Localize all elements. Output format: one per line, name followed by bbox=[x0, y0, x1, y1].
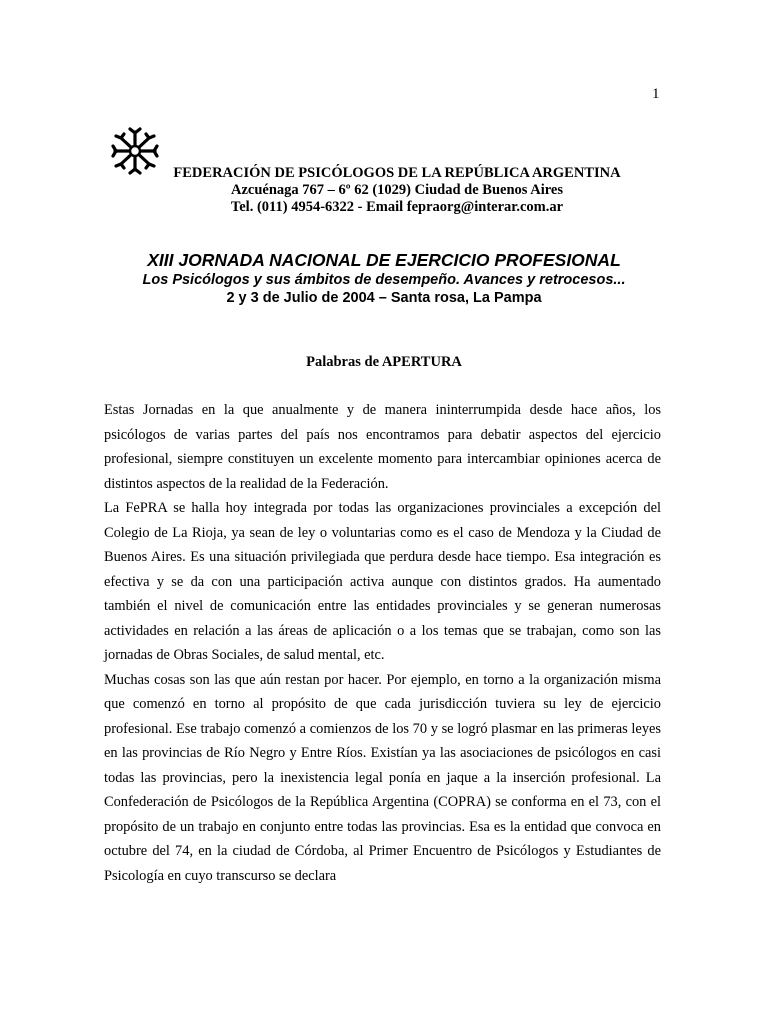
paragraph: Muchas cosas son las que aún restan por hacer. Por ejemplo, en torno a la organización misma que comenzó en torno al propósito de que cada jurisdicción tuviera su ley de ejercicio profesional. Ese trabajo comenzó a comienzos de los 70 y se logró plasmar en las primeras leyes en las provincias de Río Negro y Entre Ríos. Existían ya las asociaciones de psicólogos en casi todas las provincias, pero la inexistencia legal ponía en jaque a la inserción profesional. La Confederación de Psicólogos de la República Argentina (COPRA) se conforma en el 73, con el propósito de un trabajo en conjunto entre todas las provincias. Esa es la entidad que convoca en octubre del 74, en la ciudad de Córdoba, al Primer Encuentro de Psicólogos y Estudiantes de Psicología en cuyo transcurso se declara bbox=[104, 671, 661, 884]
page-number: 1 bbox=[652, 86, 660, 102]
paragraph: La FePRA se halla hoy integrada por todas las organizaciones provinciales a excepción del Colegio de La Rioja, ya sean de ley o voluntarias como es el caso de Mendoza y la Ciudad de Buenos Aires. Es una situación privilegiada que perdura desde hace tiempo. Esa integración es efectiva y se da con una participación activa aunque con distintos grados. Ha aumentado también el nivel de comunicación entre las entidades provinciales y se generan numerosas actividades en relación a las áreas de aplicación o a los temas que se trabajan, como son las jornadas de Obras Sociales, de salud mental, etc. bbox=[104, 500, 661, 663]
body-text bbox=[104, 398, 661, 888]
section-heading: Palabras de APERTURA bbox=[306, 354, 462, 370]
fepra-logo-icon bbox=[108, 126, 162, 176]
event-subtitle: Los Psicólogos y sus ámbitos de desempeño. Avances y retrocesos... bbox=[142, 272, 626, 288]
event-date-place: 2 y 3 de Julio de 2004 – Santa rosa, La Pampa bbox=[226, 290, 542, 306]
organization-contact: Tel. (011) 4954-6322 - Email fepraorg@interar.com.ar bbox=[230, 199, 564, 215]
paragraph: Estas Jornadas en la que anualmente y de manera ininterrumpida desde hace años, los psicólogos de varias partes del país nos encontramos para debatir aspectos del ejercicio profesional, siempre constituyen un excelente momento para intercambiar opiniones acerca de distintos aspectos de la realidad de la Federación. bbox=[104, 402, 661, 492]
event-title: XIII JORNADA NACIONAL DE EJERCICIO PROFESIONAL bbox=[147, 250, 621, 270]
organization-name: FEDERACIÓN DE PSICÓLOGOS DE LA REPÚBLICA ARGENTINA bbox=[173, 165, 621, 181]
event-header bbox=[100, 250, 668, 307]
organization-header bbox=[160, 165, 634, 216]
organization-address: Azcuénaga 767 – 6º 62 (1029) Ciudad de Buenos Aires bbox=[231, 182, 563, 198]
